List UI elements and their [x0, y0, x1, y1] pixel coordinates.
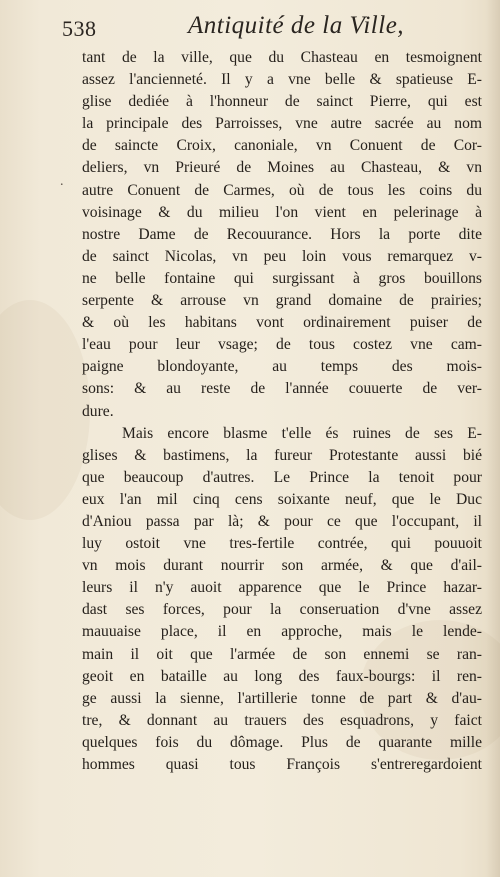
text-line: sons: & au reste de l'année couuerte de ver-	[82, 380, 482, 398]
text-line: dure.	[82, 402, 114, 420]
text-line: d'Aniou passa par là; & pour ce que l'occupant, il	[82, 512, 482, 530]
page-edge-shadow	[486, 0, 500, 877]
text-line: serpente & arrouse vn grand domaine de prairies;	[82, 292, 482, 310]
body-text	[82, 47, 482, 776]
text-line: voisinage & du milieu l'on vient en pelerinage à	[82, 203, 482, 221]
text-line: deliers, vn Prieuré de Moines au Chasteau, & vn	[82, 159, 482, 177]
text-line: ge aussi la sienne, l'artillerie tonne de part & d'au-	[82, 689, 482, 707]
running-head: Antiquité de la Ville,	[188, 12, 405, 39]
text-line: main il oit que l'armée de son ennemi se ran-	[82, 645, 482, 663]
text-line: nostre Dame de Recouurance. Hors la porte dite	[82, 225, 482, 243]
text-line: de sainct Nicolas, vn peu loin vous remarquez v-	[82, 247, 482, 265]
text-line: tant de la ville, que du Chasteau en tesmoignent	[82, 49, 482, 66]
text-line: tre, & donnant au trauers des esquadrons, y faict	[82, 711, 482, 729]
text-line: hommes quasi tous François s'entreregardoient	[82, 756, 482, 773]
text-line: la principale des Parroisses, vne autre sacrée au nom	[82, 115, 482, 133]
text-line: luy ostoit vne tres-fertile contrée, qui pouuoit	[82, 535, 482, 553]
text-line: dast ses forces, pour la conseruation d'vne assez	[82, 601, 482, 619]
paper-stain	[0, 300, 90, 520]
text-line: eux l'an mil cinq cens soixante neuf, que le Duc	[82, 490, 482, 508]
text-line: l'eau pour leur vsage; de tous costez vne cam-	[82, 336, 482, 354]
text-line: & où les habitans vont ordinairement puiser de	[82, 314, 482, 332]
text-line: de saincte Croix, canoniale, vn Conuent de Cor-	[82, 137, 482, 155]
text-line: ne belle fontaine qui surgissant à gros bouillons	[82, 269, 482, 287]
text-line: autre Conuent de Carmes, où de tous les coins du	[82, 181, 482, 199]
text-line: paigne blondoyante, au temps des mois-	[82, 358, 482, 376]
text-line: assez l'ancienneté. Il y a vne belle & spatieuse E-	[82, 71, 482, 89]
paragraph-first-line: Mais encore blasme t'elle és ruines de ses E-	[122, 424, 482, 442]
page-header	[58, 10, 488, 50]
text-line: leurs il n'y auoit apparence que le Prince hazar-	[82, 579, 482, 597]
text-line: geoit en bataille au long des faux-bourgs: il ren-	[82, 667, 482, 685]
text-line: glises & bastimens, la fureur Protestante aussi bié	[82, 446, 482, 464]
text-line: vn mois durant nourrir son armée, & que d'ail-	[82, 557, 482, 575]
margin-mark: .	[60, 174, 64, 189]
page-number: 538	[62, 16, 97, 41]
text-line: mauuaise place, il en approche, mais le lende-	[82, 623, 482, 641]
text-line: glise dediée à l'honneur de sainct Pierre, qui est	[82, 93, 482, 111]
text-line: quelques fois du dômage. Plus de quarante mille	[82, 733, 482, 751]
text-line: que beaucoup d'autres. Le Prince la tenoit pour	[82, 468, 482, 486]
